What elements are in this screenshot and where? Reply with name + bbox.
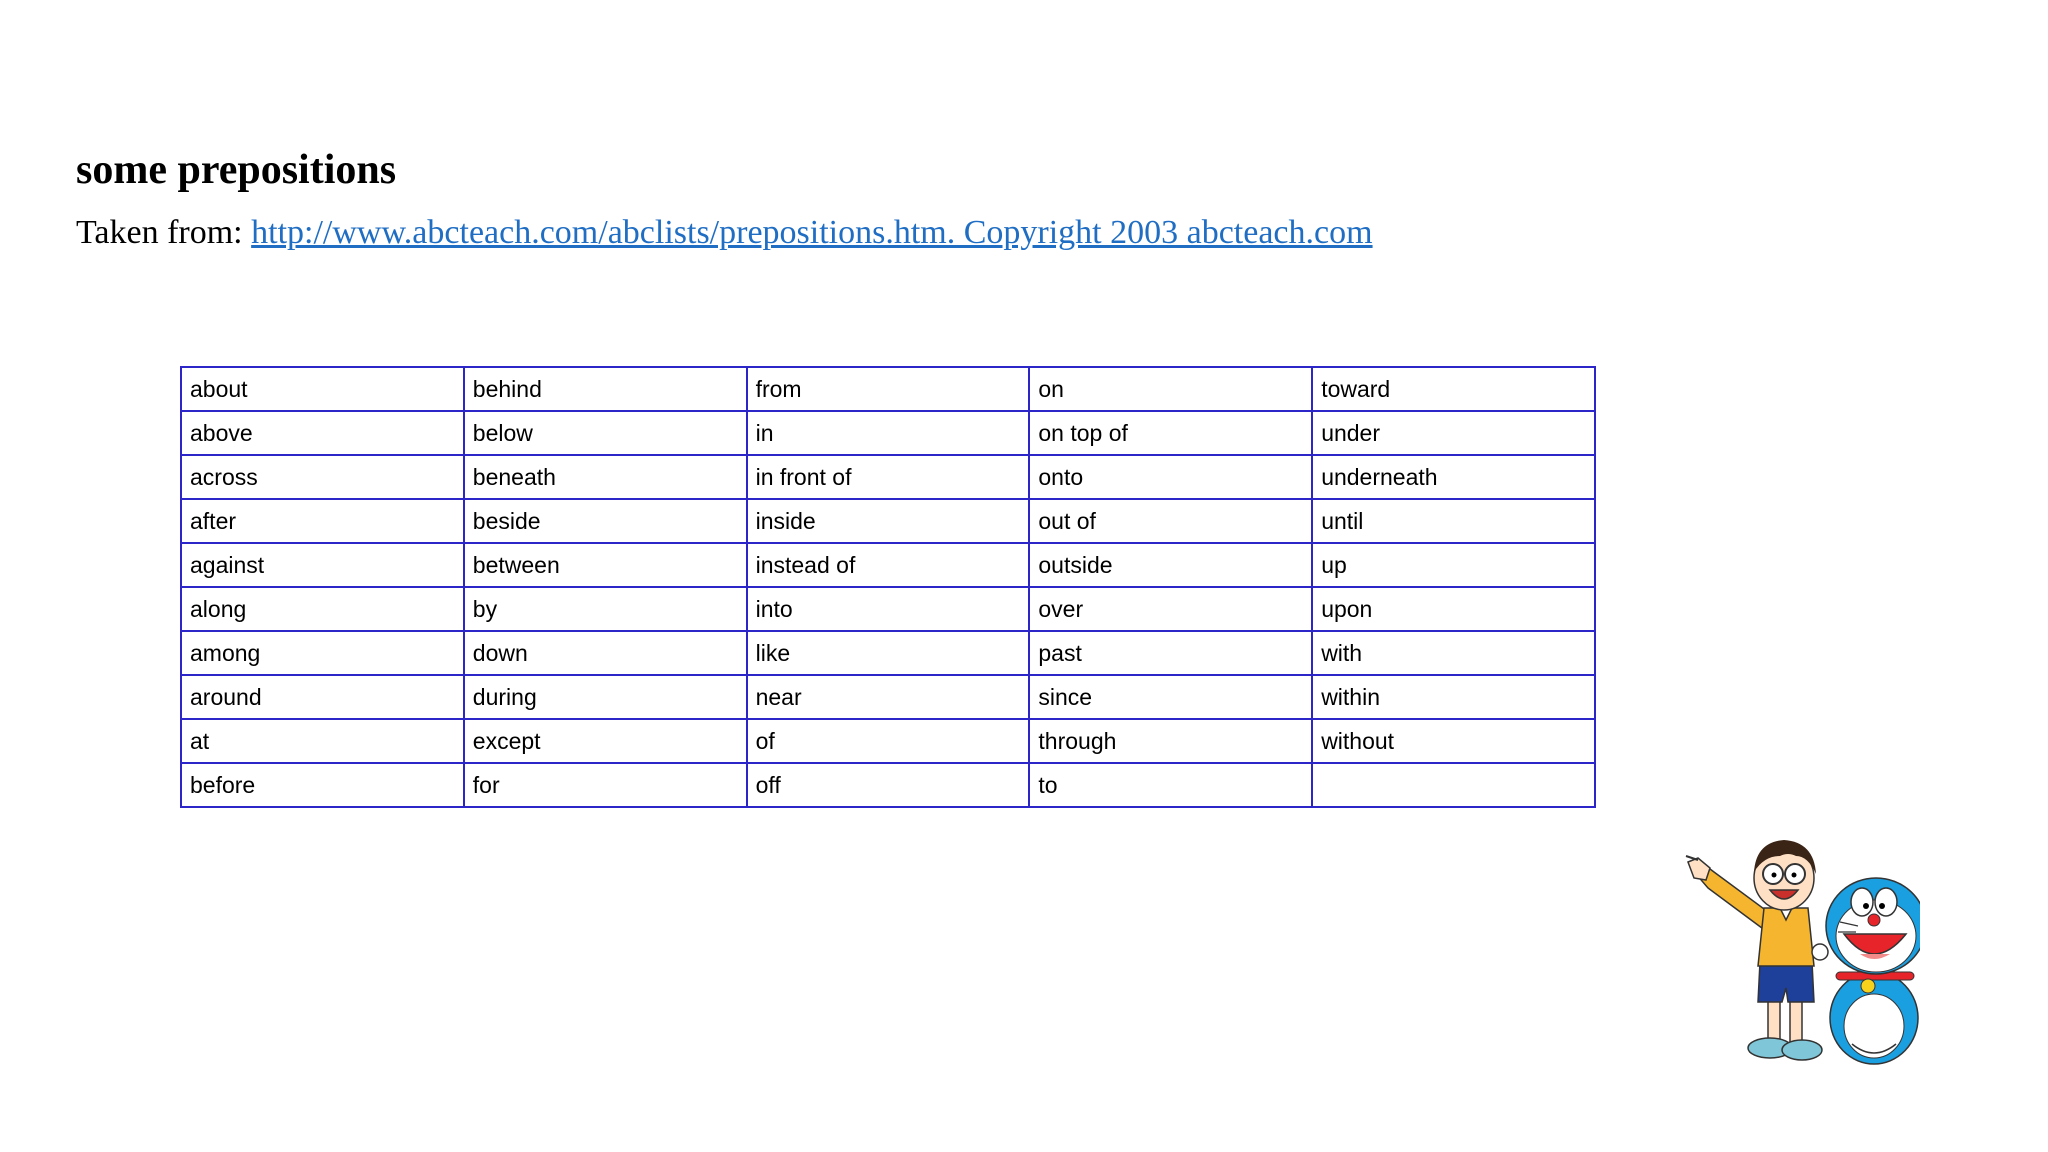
table-cell: out of [1029,499,1312,543]
table-row [181,719,1595,763]
table-cell: among [181,631,464,675]
table-cell: up [1312,543,1595,587]
table-cell: over [1029,587,1312,631]
table-cell: at [181,719,464,763]
table-cell: from [747,367,1030,411]
prepositions-table-body [181,367,1595,807]
table-cell: above [181,411,464,455]
prepositions-table [180,366,1596,808]
table-cell: like [747,631,1030,675]
table-cell: in front of [747,455,1030,499]
table-cell: about [181,367,464,411]
table-cell: underneath [1312,455,1595,499]
table-cell: of [747,719,1030,763]
table-cell: below [464,411,747,455]
table-cell: across [181,455,464,499]
table-cell: along [181,587,464,631]
table-cell: toward [1312,367,1595,411]
table-cell: down [464,631,747,675]
table-cell: without [1312,719,1595,763]
table-cell: instead of [747,543,1030,587]
page-title: some prepositions [76,147,397,193]
table-cell: between [464,543,747,587]
table-row [181,411,1595,455]
table-cell: since [1029,675,1312,719]
table-cell: in [747,411,1030,455]
table-cell: except [464,719,747,763]
table-cell: behind [464,367,747,411]
table-cell: beside [464,499,747,543]
table-row [181,543,1595,587]
table-row [181,631,1595,675]
table-cell: near [747,675,1030,719]
table-row [181,499,1595,543]
table-row [181,587,1595,631]
table-cell: with [1312,631,1595,675]
table-cell: under [1312,411,1595,455]
table-cell: by [464,587,747,631]
table-cell: past [1029,631,1312,675]
source-prefix: Taken from: [76,214,252,251]
cartoon-characters-illustration [1684,822,1920,1074]
table-cell: off [747,763,1030,807]
table-cell: to [1029,763,1312,807]
table-cell: on [1029,367,1312,411]
table-cell: beneath [464,455,747,499]
table-cell [1312,763,1595,807]
table-row [181,675,1595,719]
table-cell: for [464,763,747,807]
table-cell: through [1029,719,1312,763]
table-row [181,455,1595,499]
source-link[interactable]: http://www.abcteach.com/abclists/prepositions.htm. Copyright 2003 abcteach.com [251,214,1373,251]
table-cell: outside [1029,543,1312,587]
table-row [181,367,1595,411]
table-cell: upon [1312,587,1595,631]
table-cell: into [747,587,1030,631]
table-cell: against [181,543,464,587]
table-cell: before [181,763,464,807]
table-cell: within [1312,675,1595,719]
table-cell: on top of [1029,411,1312,455]
table-cell: inside [747,499,1030,543]
table-cell: until [1312,499,1595,543]
table-cell: onto [1029,455,1312,499]
table-row [181,763,1595,807]
source-line [76,210,1373,256]
table-cell: after [181,499,464,543]
table-cell: during [464,675,747,719]
table-cell: around [181,675,464,719]
